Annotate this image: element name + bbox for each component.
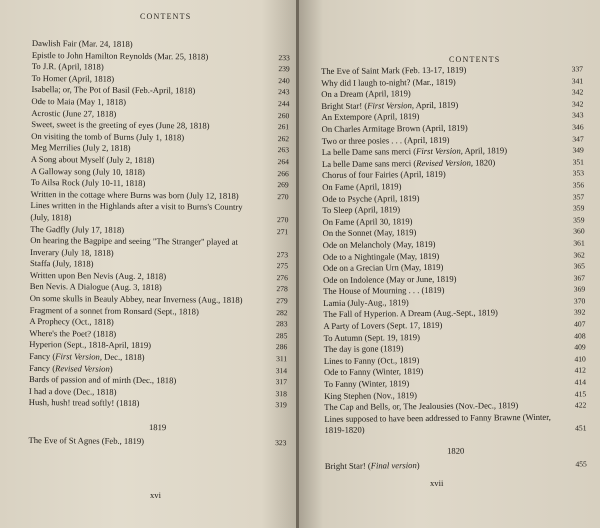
- entry-title: A Song about Myself (July 2, 1818): [30, 153, 155, 166]
- entry-title: On Charles Armitage Brown (April, 1819): [321, 122, 468, 134]
- entry-page-number: 311: [276, 354, 288, 364]
- entry-title: To Fanny (Winter, 1819): [324, 378, 410, 390]
- entry-page-number: 356: [572, 180, 585, 190]
- entry-title: On hearing the Bagpipe and seeing "The Stranger" played at Inverary (July 18, 1818): [30, 235, 238, 258]
- entry-page-number: 343: [572, 110, 584, 120]
- entry-title: Two or three posies . . . (April, 1819): [321, 134, 450, 146]
- entry-title: Dawlish Fair (Mar. 24, 1818): [31, 38, 133, 49]
- entry-page-number: 240: [278, 75, 290, 86]
- entry-page-number: 415: [574, 389, 587, 399]
- entry-page-number: 270: [277, 191, 289, 201]
- right-contents-list: [321, 63, 587, 472]
- entry-page-number: 269: [277, 180, 289, 190]
- entry-title: On some skulls in Beauly Abbey, near Inverness (Aug., 1818): [29, 293, 243, 305]
- entry-page-number: 243: [278, 87, 290, 97]
- entry-title: Bright Star! (First Version, April, 1819): [321, 99, 459, 111]
- entry-title: A Prophecy (Oct., 1818): [29, 316, 114, 327]
- year-heading: 1819: [148, 422, 167, 433]
- entry-title: Hyperion (Sept., 1818-April, 1819): [29, 339, 152, 351]
- entry-title: Isabella; or, The Pot of Basil (Feb.-April, 1818): [31, 84, 196, 96]
- entry-page-number: 317: [275, 377, 288, 387]
- contents-entry: [30, 235, 288, 260]
- contents-entry: [325, 458, 587, 472]
- contents-entry: [324, 411, 586, 437]
- entry-title: The Gadfly (July 17, 1818): [30, 223, 125, 235]
- right-running-head: CONTENTS: [449, 55, 501, 64]
- entry-page-number: 276: [276, 273, 288, 283]
- entry-page-number: 353: [572, 168, 585, 178]
- entry-title: Lines to Fanny (Oct., 1819): [323, 354, 420, 366]
- entry-page-number: 260: [277, 110, 290, 120]
- entry-title: Where's the Poet? (1818): [29, 327, 117, 339]
- entry-title: Hush, hush! tread softly! (1818): [28, 397, 140, 409]
- entry-page-number: 279: [276, 296, 288, 306]
- entry-page-number: 285: [275, 330, 288, 341]
- left-folio: xvi: [150, 490, 161, 500]
- entry-page-number: 408: [574, 331, 586, 341]
- entry-title: Lines supposed to have been addressed to Fanny Brawne (Winter, 1819-1820): [324, 411, 551, 436]
- entry-title: Chorus of four Fairies (April, 1819): [322, 169, 446, 181]
- entry-page-number: 455: [575, 459, 587, 469]
- entry-page-number: 362: [573, 249, 585, 260]
- entry-page-number: 347: [572, 134, 584, 144]
- entry-title: King Stephen (Nov., 1819): [324, 389, 417, 401]
- entry-title: La belle Dame sans merci (First Version, April, 1819): [321, 145, 508, 158]
- contents-entry: [28, 435, 286, 449]
- entry-title: Why did I laugh to-night? (Mar., 1819): [321, 76, 456, 88]
- entry-page-number: 410: [574, 354, 586, 364]
- entry-title: The Eve of St Agnes (Feb., 1819): [28, 434, 145, 446]
- entry-title: Lamia (July-Aug., 1819): [323, 297, 409, 308]
- entry-title: Ben Nevis. A Dialogue (Aug. 3, 1818): [29, 281, 162, 293]
- entry-page-number: 273: [276, 249, 289, 259]
- entry-page-number: 369: [573, 284, 586, 294]
- entry-page-number: 370: [573, 296, 586, 306]
- left-page: [0, 0, 297, 528]
- entry-page-number: 422: [574, 400, 587, 410]
- entry-page-number: 359: [572, 203, 585, 213]
- entry-title: Epistle to John Hamilton Reynolds (Mar. 25, 1818): [31, 49, 209, 62]
- left-running-head: CONTENTS: [140, 12, 192, 21]
- entry-page-number: 239: [278, 64, 290, 74]
- entry-title: La belle Dame sans merci (Revised Version, 1820): [321, 157, 496, 169]
- entry-title: Ode on Indolence (May or June, 1819): [323, 273, 457, 285]
- entry-page-number: 264: [277, 157, 289, 167]
- entry-title: To Autumn (Sept. 19, 1819): [323, 331, 420, 343]
- entry-page-number: 357: [572, 192, 585, 202]
- entry-page-number: 341: [571, 76, 584, 86]
- entry-title: Ode to Fanny (Winter, 1819): [323, 366, 424, 378]
- entry-title: I had a dove (Dec., 1818): [28, 385, 117, 397]
- entry-title: Ode on Melancholy (May, 1819): [322, 238, 436, 250]
- entry-title: A Galloway song (July 10, 1818): [30, 165, 145, 177]
- entry-page-number: 451: [575, 423, 587, 433]
- entry-title: The House of Mourning . . . (1819): [323, 285, 445, 297]
- entry-page-number: 261: [277, 122, 290, 132]
- entry-title: Sweet, sweet is the greeting of eyes (June 28, 1818): [31, 119, 210, 131]
- entry-page-number: 283: [276, 319, 288, 329]
- entry-page-number: 286: [275, 342, 288, 352]
- entry-title: Ode to Psyche (April, 1819): [322, 192, 420, 204]
- entry-title: To J.R. (April, 1818): [31, 61, 104, 72]
- entry-title: The Fall of Hyperion. A Dream (Aug.-Sept., 1819): [323, 307, 498, 320]
- entry-title: To Ailsa Rock (July 10-11, 1818): [30, 177, 146, 189]
- entry-page-number: 342: [571, 87, 584, 97]
- entry-page-number: 367: [573, 273, 586, 283]
- entry-title: To Homer (April, 1818): [31, 72, 115, 84]
- entry-page-number: 407: [574, 319, 586, 329]
- entry-title: The Eve of Saint Mark (Feb. 13-17, 1819): [321, 64, 467, 76]
- entry-page-number: 282: [276, 307, 288, 317]
- entry-title: The day is gone (1819): [323, 343, 404, 355]
- entry-page-number: 263: [277, 145, 290, 155]
- entry-title: The Cap and Bells, or, The Jealousies (Nov.-Dec., 1819): [324, 400, 519, 413]
- contents-entry: [30, 200, 288, 225]
- entry-page-number: 323: [275, 437, 287, 447]
- entry-page-number: 392: [573, 307, 586, 318]
- entry-page-number: 414: [574, 377, 587, 387]
- entry-page-number: 409: [574, 342, 586, 352]
- entry-title: Bright Star! (Final version): [324, 459, 420, 471]
- entry-title: Staffa (July, 1818): [29, 258, 94, 269]
- entry-page-number: 365: [573, 261, 585, 271]
- right-folio: xvii: [430, 478, 444, 488]
- entry-page-number: 318: [275, 388, 287, 399]
- entry-title: A Party of Lovers (Sept. 17, 1819): [323, 319, 443, 332]
- entry-page-number: 319: [275, 400, 287, 410]
- entry-title: To Sleep (April, 1819): [322, 204, 401, 216]
- entry-title: Meg Merrilies (July 2, 1818): [31, 142, 131, 154]
- entry-title: Written upon Ben Nevis (Aug. 2, 1818): [29, 269, 167, 282]
- entry-page-number: 351: [572, 157, 584, 167]
- entry-title: Acrostic (June 27, 1818): [31, 107, 117, 119]
- entry-title: Fragment of a sonnet from Ronsard (Sept., 1818): [29, 304, 199, 317]
- entry-page-number: 314: [275, 365, 288, 375]
- entry-title: Written in the cottage where Burns was born (July 12, 1818): [30, 188, 239, 201]
- entry-page-number: 359: [573, 215, 585, 225]
- entry-page-number: 262: [277, 133, 290, 143]
- entry-page-number: 360: [573, 226, 585, 236]
- entry-title: On visiting the tomb of Burns (July 1, 1818): [31, 130, 185, 143]
- entry-page-number: 278: [276, 284, 288, 294]
- entry-title: Bards of passion and of mirth (Dec., 1818): [28, 374, 177, 386]
- entry-title: Fancy (First Version, Dec., 1818): [29, 351, 145, 363]
- entry-title: Ode to Maia (May 1, 1818): [31, 95, 127, 107]
- entry-page-number: 266: [277, 168, 289, 178]
- entry-title: On a Dream (April, 1819): [321, 88, 411, 100]
- entry-title: On Fame (April, 1819): [322, 181, 402, 192]
- entry-title: Ode on a Grecian Urn (May, 1819): [322, 261, 444, 274]
- entry-page-number: 275: [276, 261, 289, 271]
- entry-title: Fancy (Revised Version): [29, 362, 113, 374]
- entry-page-number: 270: [276, 215, 289, 225]
- entry-title: On Fame (April 30, 1819): [322, 215, 413, 227]
- entry-page-number: 346: [572, 122, 584, 132]
- entry-title: An Extempore (April, 1819): [321, 111, 420, 123]
- entry-page-number: 412: [574, 365, 586, 376]
- left-contents-list: [28, 38, 290, 448]
- entry-page-number: 342: [571, 99, 584, 109]
- entry-page-number: 271: [276, 226, 289, 236]
- entry-title: Lines written in the Highlands after a visit to Burns's Country (July, 1818): [30, 200, 243, 223]
- entry-page-number: 244: [278, 99, 290, 109]
- contents-entry: [29, 397, 287, 411]
- entry-page-number: 349: [572, 145, 584, 155]
- year-heading: 1820: [447, 445, 465, 456]
- entry-page-number: 233: [278, 52, 290, 62]
- entry-title: On the Sonnet (May, 1819): [322, 227, 417, 239]
- entry-page-number: 361: [573, 238, 585, 248]
- entry-page-number: 337: [571, 64, 584, 74]
- right-page: [299, 0, 600, 528]
- entry-title: Ode to a Nightingale (May, 1819): [322, 250, 440, 262]
